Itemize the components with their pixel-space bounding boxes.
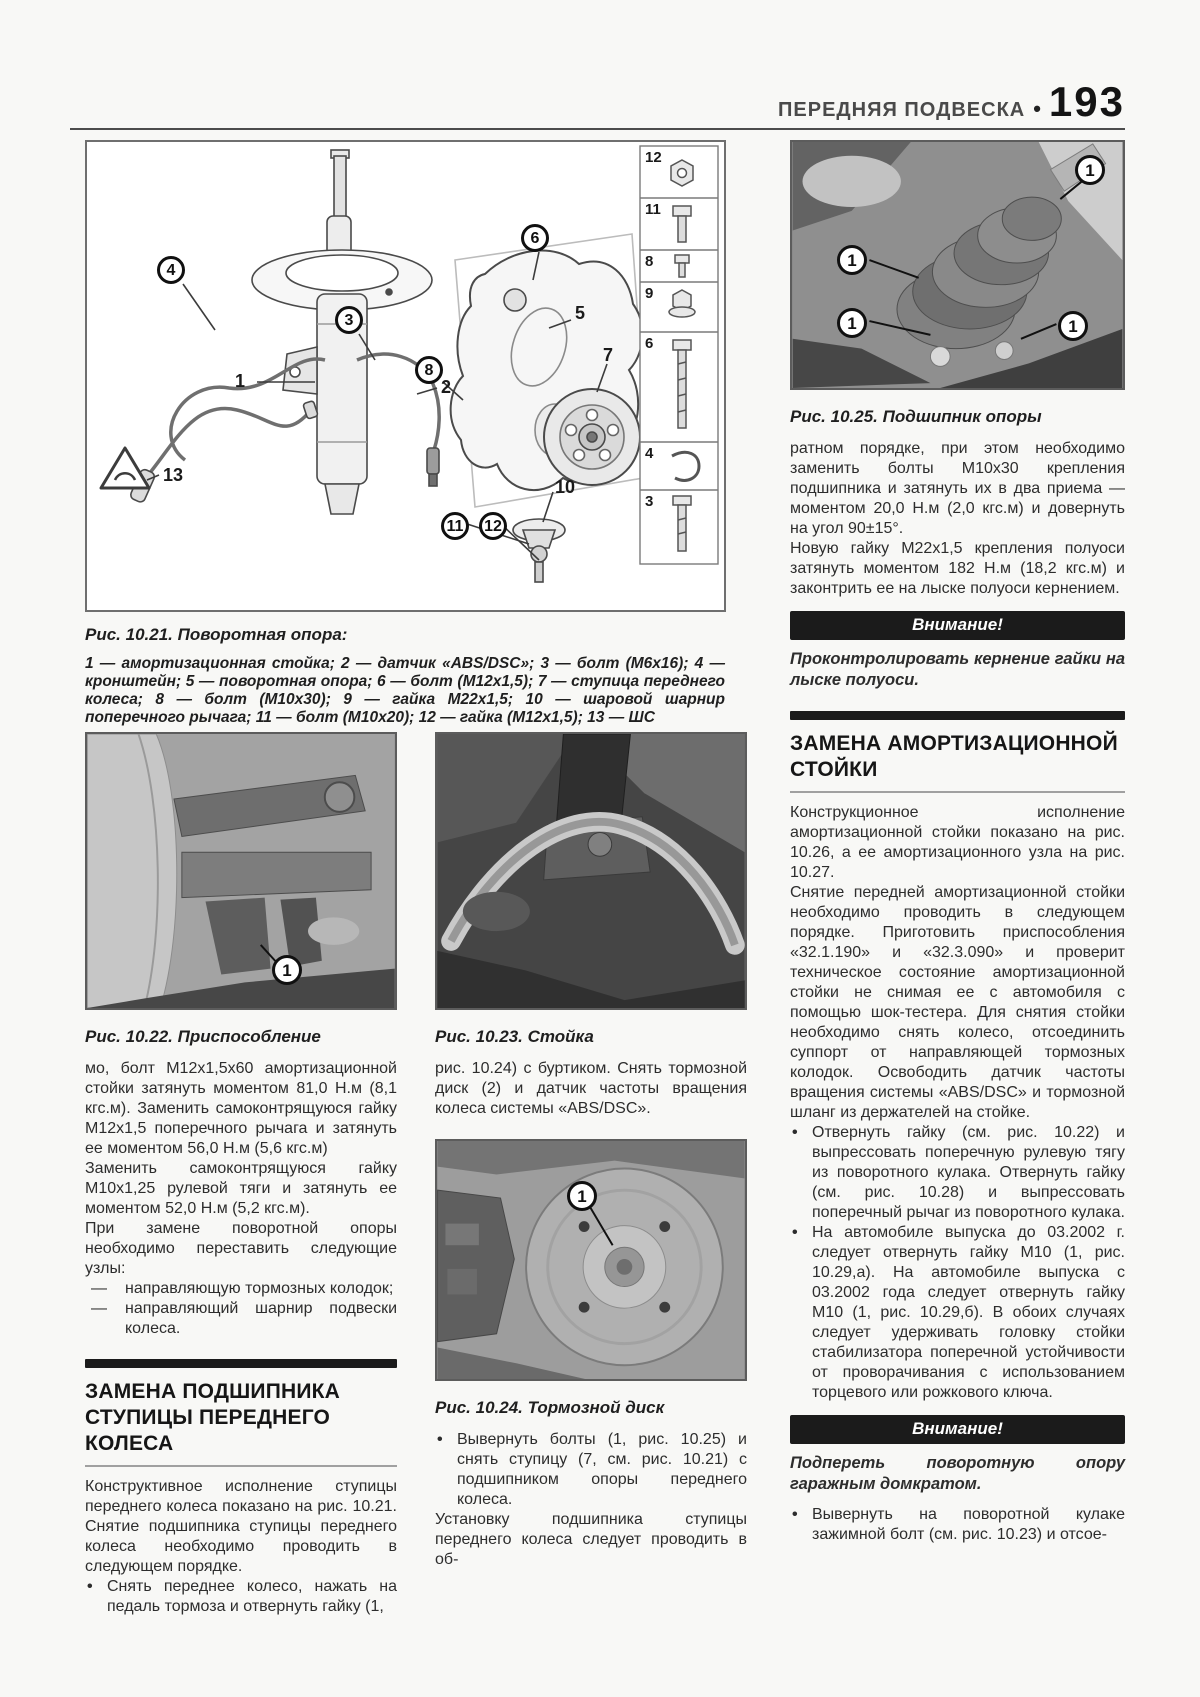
figure-part-number: 5 [575, 303, 586, 323]
photo-fig-10-22 [85, 732, 397, 1010]
column-left [85, 732, 397, 1617]
list-item [790, 1223, 1125, 1403]
parts-strip-label: 9 [645, 285, 654, 302]
list-item-text: Отвернуть гайку (см. рис. 10.22) и выпрессовать поперечную рулевую тягу из поворотного кулака. Отвернуть гайку (см. рис. 10.28) и выпрессовать поперечный рычаг из поворотного кулака. [812, 1124, 1125, 1221]
list-item-text: На автомобиле выпуска до 03.2002 г. следует отвернуть гайку М10 (1, рис. 10.29,а). На автомобиле выпуска с 03.2002 года следует отвернуть гайку М10 (1, рис. 10.29,б). В обоих случаях следует удерживать головку стойки стабилизатора поперечной устойчивости от проворачивания с использованием торцевого или рожкового ключа. [812, 1224, 1125, 1401]
header-rule [70, 128, 1125, 130]
column-right [790, 140, 1125, 1545]
parts-strip-label: 3 [645, 493, 654, 510]
dash-marker: — [91, 1300, 107, 1317]
paragraph: Снятие передней амортизационной стойки необходимо проводить в следующем порядке. Приготовить приспособления «32.1.190» и «32.3.090» и проверит техническое состояние амортизационной стойки не снимая ее с автомобиля с помощью шок-тестера. Для снятия стойки необходимо снять колесо, отсоединить суппорт от направляющей тормозных колодок. Освободить датчик частоты вращения системы «ABS/DSC» и тормозной шланг из держателей на стойке. [790, 884, 1125, 1121]
figure-callout: 1 [837, 245, 867, 275]
parts-strip-label: 11 [645, 201, 661, 218]
paragraph: Заменить самоконтрящуюся гайку М10х1,25 рулевой тяги и затянуть ее моментом 52,0 Н.м (5,2 кгс.м). [85, 1160, 397, 1217]
list-item [790, 1505, 1125, 1545]
figure-callout: 8 [415, 356, 443, 384]
photo-fig-10-23 [435, 732, 747, 1010]
page-header [70, 78, 1125, 126]
warning-triangle-icon [101, 448, 149, 488]
paragraph: При замене поворотной опоры необходимо переставить следующие узлы: [85, 1220, 397, 1277]
figure-callout: 12 [479, 512, 507, 540]
dash-marker: — [91, 1280, 107, 1297]
figure-callout: 4 [157, 256, 185, 284]
parts-strip-label: 4 [645, 445, 654, 462]
body-text [435, 1430, 747, 1570]
section-heading-block [790, 711, 1125, 803]
list-item-text: направляющую тормозных колодок; [125, 1280, 394, 1297]
body-text [435, 1059, 747, 1119]
puller-tool-photo [87, 734, 395, 1008]
bullet-marker: • [87, 1578, 93, 1595]
figure-part-number: 10 [555, 477, 576, 497]
chapter-title: ПЕРЕДНЯЯ ПОДВЕСКА [778, 99, 1026, 121]
warning-box [790, 611, 1125, 691]
figure-callout: 11 [441, 512, 469, 540]
warning-title: Внимание! [790, 611, 1125, 640]
body-text [790, 803, 1125, 1403]
bullet-marker: • [792, 1124, 798, 1141]
warning-box [790, 1415, 1125, 1495]
section-bar [790, 711, 1125, 720]
list-item [790, 1123, 1125, 1223]
figure-10-21-legend: 1 — амортизационная стойка; 2 — датчик «ABS/DSC»; 3 — болт (М6х16); 4 — кронштейн; 5 — поворотная опора; 6 — болт (М12х1,5); 7 — ступица переднего колеса; 8 — болт (М10х30); 9 — гайка М22х1,5; 10 — шаровой шарнир поперечного рычага; 11 — болт (М10х20); 12 — гайка (М12х1,5); 13 — ШС [85, 655, 725, 726]
section-title: ЗАМЕНА ПОДШИПНИКА СТУПИЦЫ ПЕРЕДНЕГО КОЛЕСА [85, 1379, 397, 1467]
section-title: ЗАМЕНА АМОРТИЗАЦИОННОЙ СТОЙКИ [790, 731, 1125, 793]
paragraph: Новую гайку М22х1,5 крепления полуоси затянуть моментом 182 Н.м (18,2 кгс.м) и законтрить ее на лыске полуоси кернением. [790, 540, 1125, 597]
list-item [85, 1299, 397, 1339]
header-separator: • [1033, 96, 1041, 121]
figure-callout: 6 [521, 224, 549, 252]
list-item-text: Вывернуть на поворотной кулаке зажимной болт (см. рис. 10.23) и отсое- [812, 1506, 1125, 1543]
body-text [85, 1059, 397, 1339]
list-item [85, 1577, 397, 1617]
figure-10-22-caption: Рис. 10.22. Приспособление [85, 1027, 321, 1046]
list-item [85, 1279, 397, 1299]
warning-title: Внимание! [790, 1415, 1125, 1444]
nut-icon [671, 160, 693, 186]
figure-callout: 1 [567, 1181, 597, 1211]
figure-part-number: 7 [603, 345, 614, 365]
list-item-text: направляющий шарнир подвески колеса. [125, 1300, 397, 1337]
warning-text: Проконтролировать кернение гайки на лыске полуоси. [790, 650, 1125, 689]
figure-10-25-caption: Рис. 10.25. Подшипник опоры [790, 407, 1042, 426]
page-number: 193 [1048, 78, 1125, 125]
figure-callout: 1 [1058, 311, 1088, 341]
section-heading-block [85, 1359, 397, 1477]
list-item [435, 1430, 747, 1510]
figure-callout: 1 [272, 955, 302, 985]
section-bar [85, 1359, 397, 1368]
figure-10-21-caption: Рис. 10.21. Поворотная опора: [85, 625, 348, 644]
figure-10-23-caption: Рис. 10.23. Стойка [435, 1027, 594, 1046]
parts-strip-label: 8 [645, 253, 654, 270]
warning-text: Подпереть поворотную опору гаражным домкратом. [790, 1454, 1125, 1493]
figure-callout: 1 [837, 308, 867, 338]
photo-fig-10-24 [435, 1139, 747, 1381]
bullet-marker: • [792, 1506, 798, 1523]
paragraph: Установку подшипника ступицы переднего колеса следует проводить в об- [435, 1511, 747, 1568]
suspension-strut-diagram [87, 142, 724, 610]
figure-part-number: 1 [235, 371, 246, 391]
column-middle [435, 732, 747, 1570]
figure-10-24-caption: Рис. 10.24. Тормозной диск [435, 1398, 665, 1417]
body-text [790, 439, 1125, 599]
paragraph: рис. 10.24) с буртиком. Снять тормозной диск (2) и датчик частоты вращения колеса системы «ABS/DSC». [435, 1060, 747, 1117]
brake-disc-photo [437, 1141, 745, 1379]
strut-hose-photo [437, 734, 745, 1008]
bullet-marker: • [437, 1431, 443, 1448]
body-text [85, 1477, 397, 1617]
bullet-marker: • [792, 1224, 798, 1241]
parts-strip-label: 12 [645, 149, 662, 166]
list-item-text: Вывернуть болты (1, рис. 10.25) и снять ступицу (7, см. рис. 10.21) с подшипником опоры переднего колеса. [457, 1431, 747, 1508]
paragraph: Конструктивное исполнение ступицы переднего колеса показано на рис. 10.21. Снятие подшипника ступицы переднего колеса необходимо проводить в следующем порядке. [85, 1478, 397, 1575]
photo-fig-10-25 [790, 140, 1125, 390]
figure-part-number: 13 [163, 465, 184, 485]
paragraph: мо, болт М12х1,5х60 амортизационной стойки затянуть моментом 81,0 Н.м (8,1 кгс.м). Заменить самоконтрящуюся гайку М12х1,5 поперечного рычага и затянуть ее моментом 56,0 Н.м (5,6 кгс.м) [85, 1060, 397, 1157]
list-item-text: Снять переднее колесо, нажать на педаль тормоза и отвернуть гайку (1, [107, 1578, 397, 1615]
body-text [790, 1505, 1125, 1545]
paragraph: Конструкционное исполнение амортизационной стойки показано на рис. 10.26, а ее амортизационного узла на рис. 10.27. [790, 804, 1125, 881]
paragraph: ратном порядке, при этом необходимо заменить болты М10х30 крепления подшипника и затянуть их в два приема — моментом 20,0 Н.м (2,0 кгс.м) и довернуть на угол 90±15°. [790, 440, 1125, 537]
figure-part-number: 2 [441, 377, 452, 397]
parts-strip-label: 6 [645, 335, 654, 352]
figure-callout: 3 [335, 306, 363, 334]
figure-10-21 [85, 140, 726, 612]
figure-callout: 1 [1075, 155, 1105, 185]
